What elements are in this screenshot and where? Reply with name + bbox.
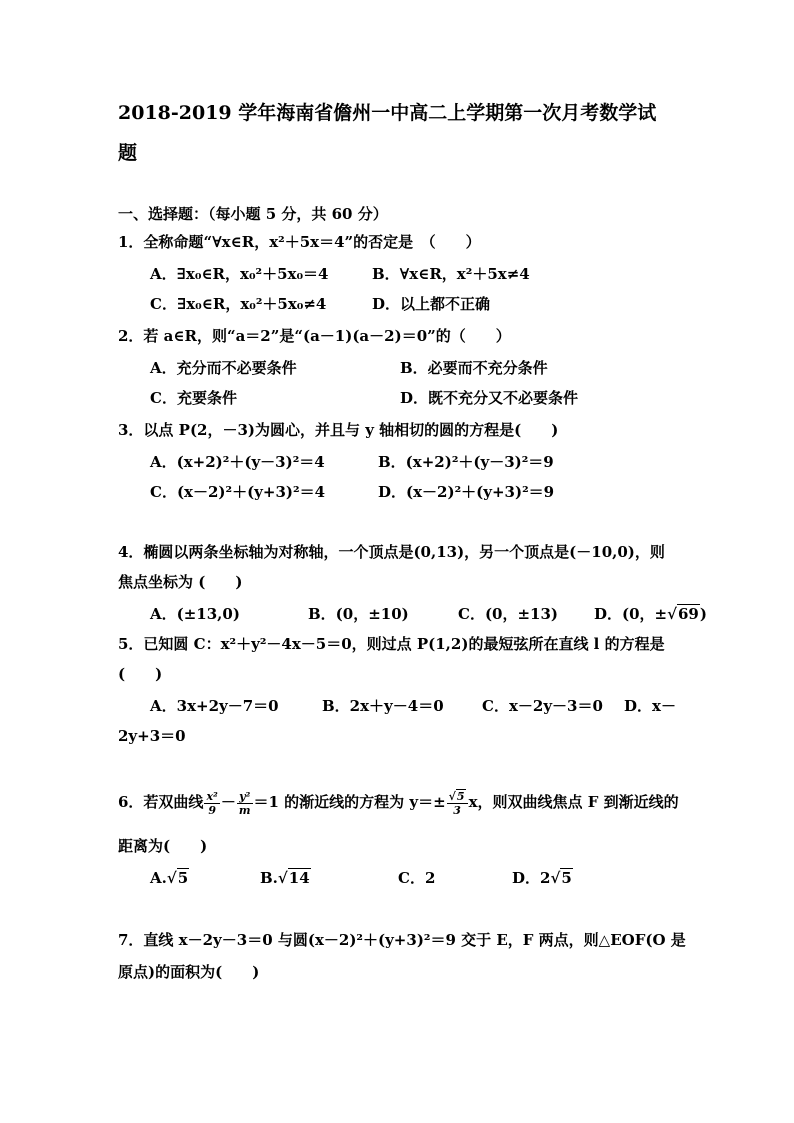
fraction-sqrt5-over-3	[447, 790, 468, 817]
question-7-stem-line2: 原点)的面积为( )	[118, 963, 260, 981]
question-5-stem-line2: ( )	[118, 665, 163, 683]
q2-option-c: C．充要条件	[150, 389, 237, 407]
q6-mid: ＝1 的渐近线的方程为 y＝±	[253, 793, 446, 811]
exam-title-line2: 题	[118, 142, 138, 164]
q3-option-b: B．(x+2)²＋(y－3)²＝9	[378, 453, 554, 471]
q6-option-d	[512, 868, 573, 888]
q6-option-b	[260, 868, 311, 888]
section-heading: 一、选择题：（每小题 5 分，共 60 分）	[118, 205, 388, 223]
q4-option-d-suffix: )	[699, 605, 707, 623]
fraction-numerator: y²	[237, 790, 253, 804]
fraction-y2-over-m	[237, 790, 253, 817]
q3-option-d: D．(x－2)²＋(y+3)²＝9	[378, 483, 555, 501]
option-label: B.	[260, 869, 278, 887]
q5-option-c: C．x－2y－3＝0	[482, 697, 603, 715]
q4-option-b: B．(0，±10)	[308, 605, 409, 623]
sqrt-sign: √	[550, 869, 561, 887]
q1-option-b: B．∀x∈R，x²＋5x≠4	[372, 265, 530, 283]
fraction-numerator: √5	[447, 790, 468, 804]
minus-sign: －	[220, 793, 236, 811]
sqrt-radicand: 5	[456, 789, 465, 803]
q6-option-c: C．2	[398, 869, 436, 887]
question-4-stem-line1: 4．椭圆以两条坐标轴为对称轴，一个顶点是(0,13)，另一个顶点是(－10,0)，则	[118, 543, 665, 561]
question-1-stem: 1．全称命题“∀x∈R，x²＋5x＝4”的否定是 （ ）	[118, 233, 481, 251]
question-4-stem-line2: 焦点坐标为 ( )	[118, 573, 243, 591]
q6-prefix: 6．若双曲线	[118, 793, 204, 811]
sqrt-sign: √	[277, 869, 288, 887]
question-6-stem-line1	[118, 782, 679, 822]
q3-option-a: A．(x+2)²＋(y－3)²＝4	[150, 453, 325, 471]
q3-option-c: C．(x－2)²＋(y+3)²＝4	[150, 483, 326, 501]
q4-option-c: C．(0，±13)	[458, 605, 559, 623]
q5-option-b: B．2x＋y－4＝0	[322, 697, 444, 715]
sqrt-sign: √	[667, 605, 677, 623]
q4-option-d-radicand: 69	[677, 605, 699, 623]
q5-option-d: D．x－	[624, 697, 676, 715]
q4-option-d-prefix: D．(0，±	[594, 605, 668, 623]
option-label: A.	[150, 869, 167, 887]
option-label: D．2	[512, 869, 551, 887]
q2-option-a: A．充分而不必要条件	[150, 359, 297, 377]
fraction-x2-over-9	[204, 790, 219, 817]
q1-option-a: A．∃x₀∈R，x₀²＋5x₀＝4	[150, 265, 329, 283]
fraction-numerator: x²	[206, 789, 218, 803]
question-5-stem-line1: 5．已知圆 C：x²＋y²－4x－5＝0，则过点 P(1,2)的最短弦所在直线 l 的方程是	[118, 635, 665, 653]
question-7-stem-line1: 7．直线 x－2y－3＝0 与圆(x－2)²＋(y+3)²＝9 交于 E，F 两点，则△EOF(O 是	[118, 931, 686, 949]
q4-option-d	[594, 604, 707, 624]
q2-option-b: B．必要而不充分条件	[400, 359, 548, 377]
sqrt-radicand: 14	[288, 869, 310, 887]
q1-option-c: C．∃x₀∈R，x₀²＋5x₀≠4	[150, 295, 327, 313]
question-3-stem: 3．以点 P(2，－3)为圆心，并且与 y 轴相切的圆的方程是( )	[118, 421, 559, 439]
fraction-denominator: m	[238, 803, 251, 817]
sqrt-radicand: 5	[177, 869, 189, 887]
q6-option-a	[150, 868, 189, 888]
question-2-stem: 2．若 a∈R，则“a＝2”是“(a－1)(a－2)＝0”的（ ）	[118, 327, 511, 345]
fraction-denominator: 9	[208, 803, 216, 817]
q5-option-a: A．3x+2y－7＝0	[150, 697, 279, 715]
q4-option-a: A．(±13,0)	[150, 605, 240, 623]
q6-suffix: x，则双曲线焦点 F 到渐近线的	[468, 793, 679, 811]
sqrt-sign: √	[166, 869, 177, 887]
q1-option-d: D．以上都不正确	[372, 295, 491, 313]
question-6-stem-line2: 距离为( )	[118, 837, 208, 855]
q5-option-d-continued: 2y+3＝0	[118, 727, 186, 745]
fraction-denominator: 3	[453, 803, 461, 817]
sqrt-radicand: 5	[561, 869, 572, 887]
exam-title-line1: 2018-2019 学年海南省儋州一中高二上学期第一次月考数学试	[118, 102, 657, 124]
q2-option-d: D．既不充分又不必要条件	[400, 389, 579, 407]
